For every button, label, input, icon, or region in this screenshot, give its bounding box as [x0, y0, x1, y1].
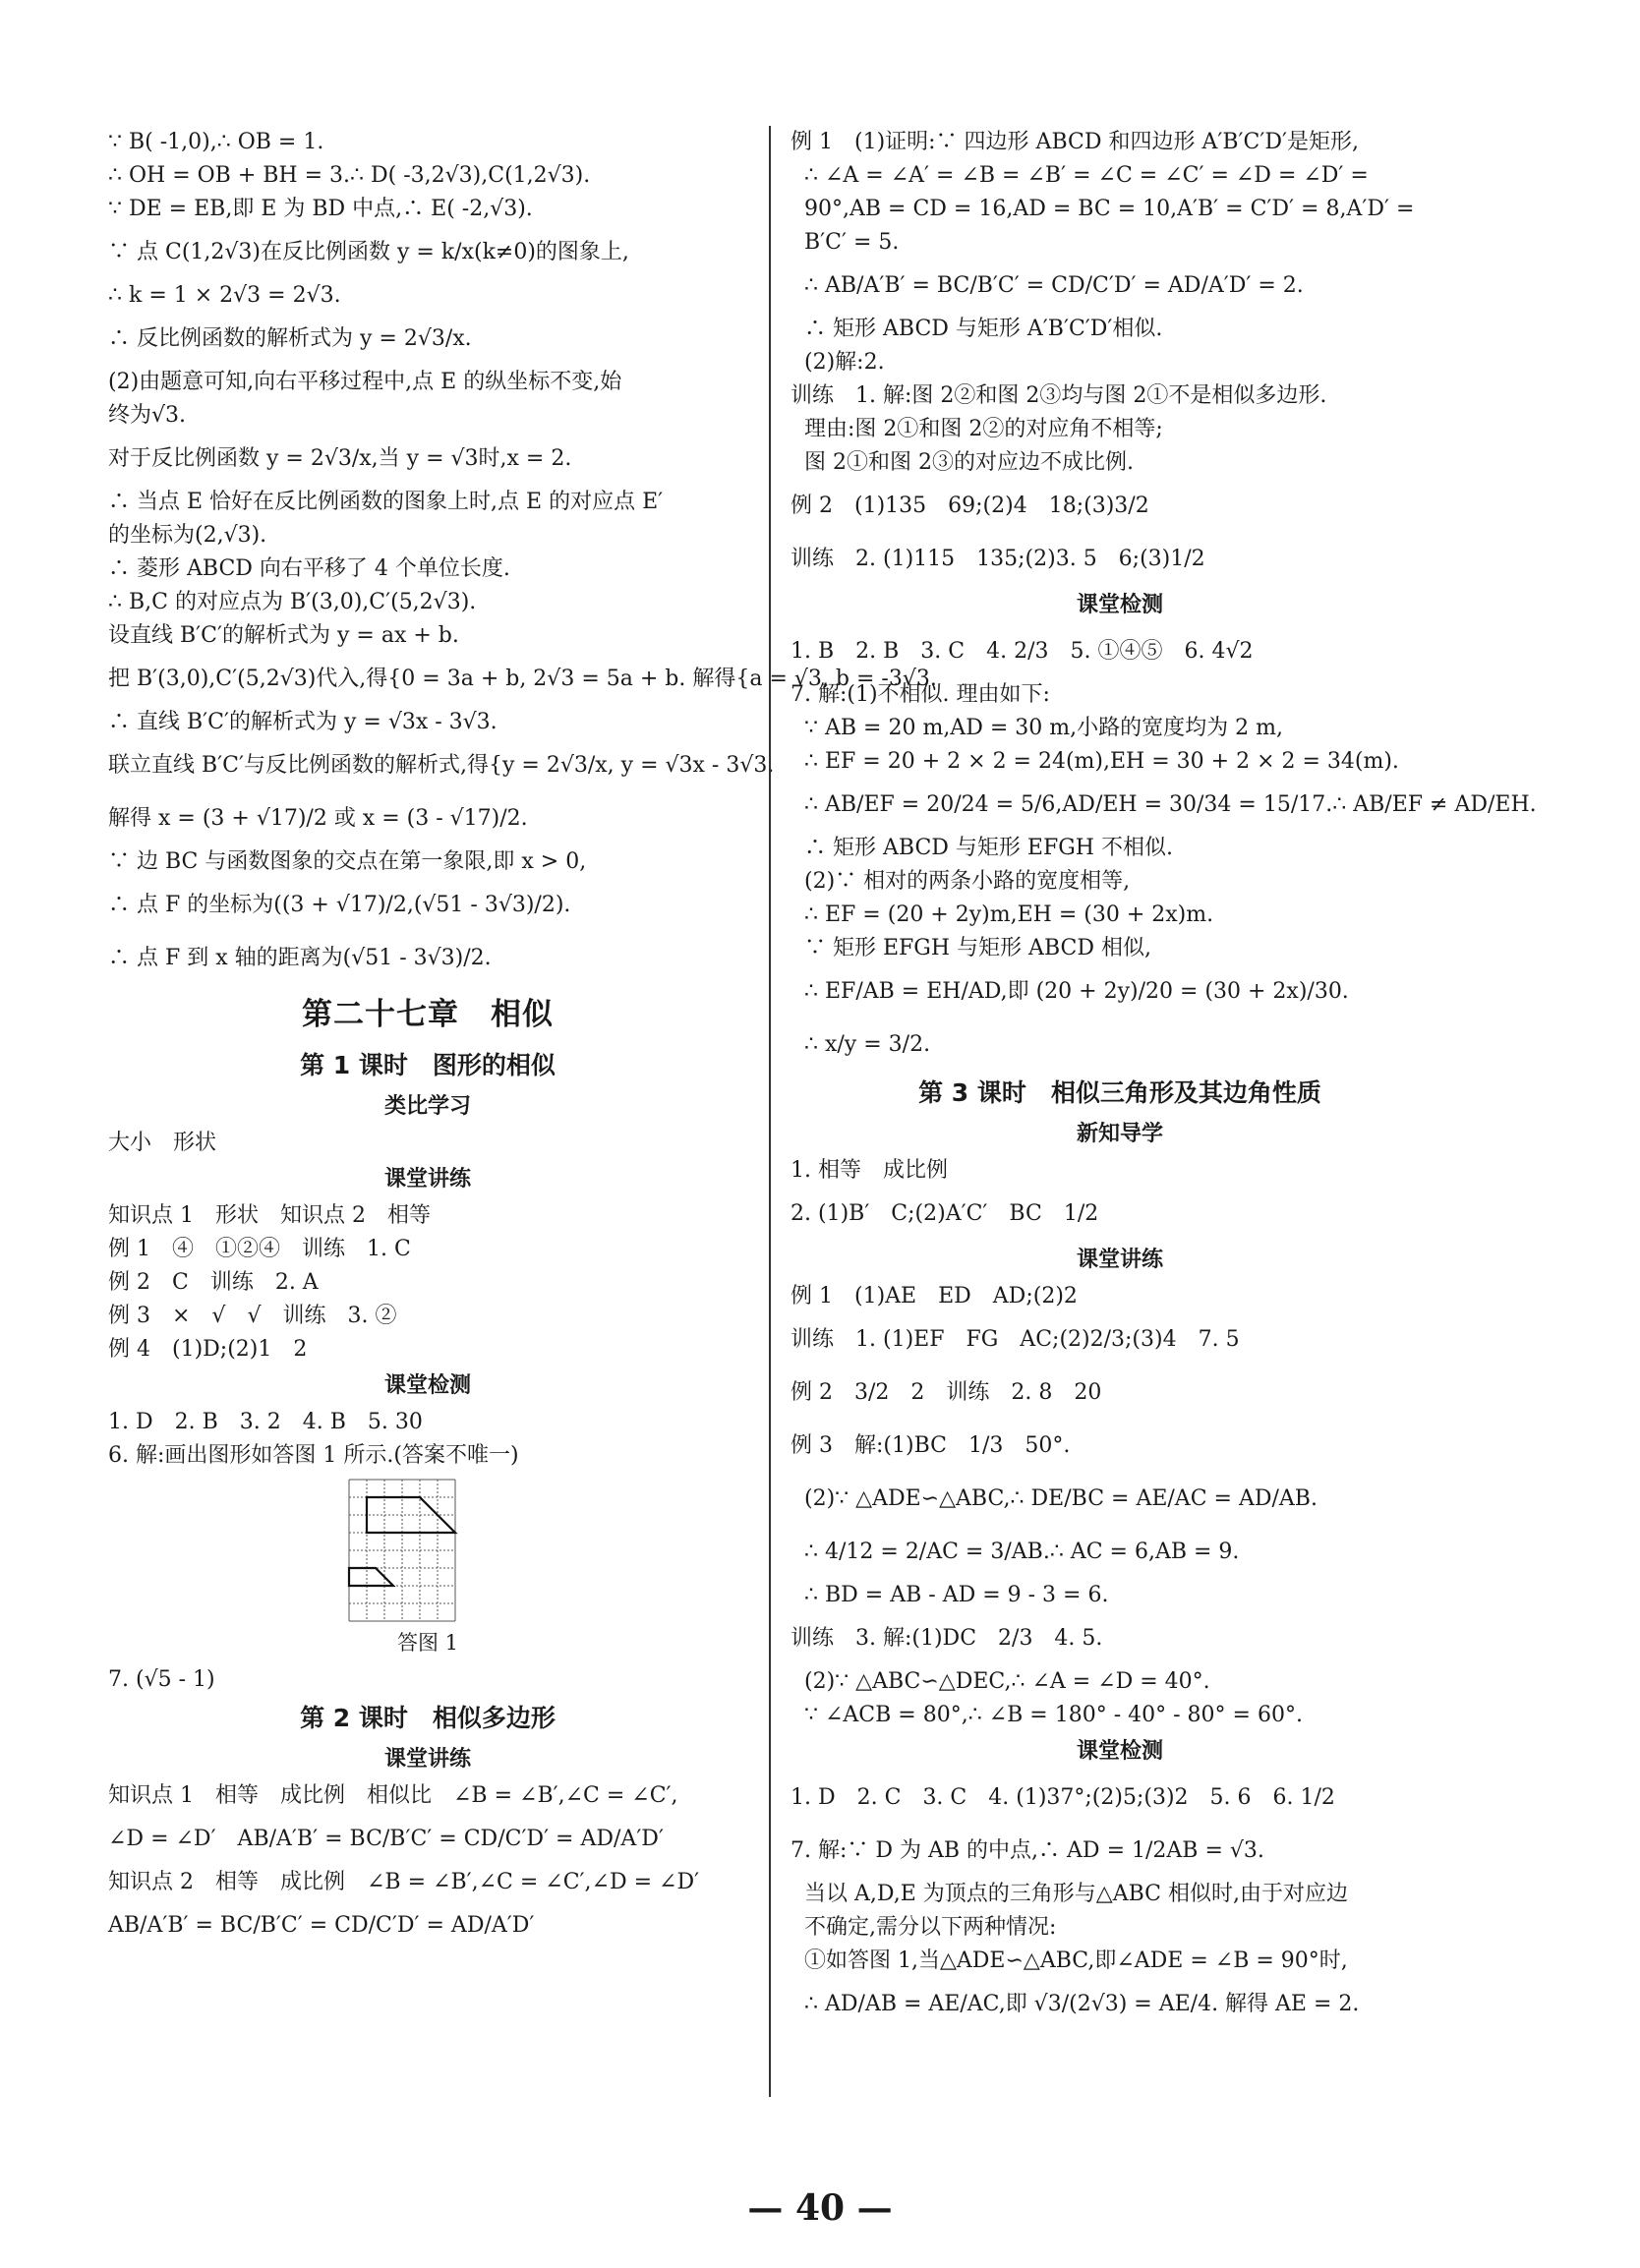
text-line: ∴ 矩形 ABCD 与矩形 A′B′C′D′相似.: [804, 317, 1163, 341]
figure-caption: 答图 1: [396, 1631, 459, 1655]
text-line: ∴ ∠A = ∠A′ = ∠B = ∠B′ = ∠C = ∠C′ = ∠D = ∠D′ =: [804, 163, 1369, 188]
text-line: 7. (√5 - 1): [108, 1667, 215, 1692]
text-line: 解得 x = (3 + √17)/2 或 x = (3 - √17)/2.: [108, 806, 528, 831]
text-line: ∴ 4/12 = 2/AC = 3/AB.∴ AC = 6,AB = 9.: [804, 1540, 1240, 1564]
text-line: 例 1 (1)证明:∵ 四边形 ABCD 和四边形 A′B′C′D′是矩形,: [791, 130, 1359, 154]
lesson-title: 第 3 课时 相似三角形及其边角性质: [918, 1078, 1321, 1107]
text-line: ∴ AB/A′B′ = BC/B′C′ = CD/C′D′ = AD/A′D′ = 2.: [804, 273, 1304, 298]
small-trapezoid: [349, 1568, 393, 1586]
text-line: 例 2 C 训练 2. A: [108, 1270, 319, 1295]
text-line: 图 2①和图 2③的对应边不成比例.: [804, 450, 1134, 475]
text-line: 6. 解:画出图形如答图 1 所示.(答案不唯一): [108, 1443, 519, 1468]
text-line: 1. D 2. C 3. C 4. (1)37°;(2)5;(3)2 5. 6 6. 1/2: [791, 1785, 1335, 1810]
text-line: ∴ B,C 的对应点为 B′(3,0),C′(5,2√3).: [108, 590, 477, 614]
text-line: (2)解:2.: [804, 350, 885, 375]
lesson-title: 第 1 课时 图形的相似: [300, 1051, 556, 1079]
text-line: 2. (1)B′ C;(2)A′C′ BC 1/2: [791, 1201, 1099, 1226]
text-line: ∴ 点 F 的坐标为((3 + √17)/2,(√51 - 3√3)/2).: [108, 893, 571, 917]
text-line: ∵ ∠ACB = 80°,∴ ∠B = 180° - 40° - 80° = 60°.: [804, 1703, 1303, 1727]
text-line: ∴ OH = OB + BH = 3.∴ D( -3,2√3),C(1,2√3).: [108, 163, 591, 188]
text-line: 例 3 × √ √ 训练 3. ②: [108, 1304, 397, 1328]
text-line: AB/A′B′ = BC/B′C′ = CD/C′D′ = AD/A′D′: [108, 1913, 535, 1938]
text-line: 90°,AB = CD = 16,AD = BC = 10,A′B′ = C′D′ = 8,A′D′ =: [804, 197, 1415, 221]
text-line: 的坐标为(2,√3).: [108, 523, 267, 548]
text-line: 理由:图 2①和图 2②的对应角不相等;: [804, 417, 1163, 441]
text-line: 训练 2. (1)115 135;(2)3. 5 6;(3)1/2: [791, 547, 1205, 571]
text-line: ∴ 点 F 到 x 轴的距离为(√51 - 3√3)/2.: [108, 946, 492, 970]
text-line: 终为√3.: [108, 403, 187, 428]
large-trapezoid: [367, 1497, 455, 1533]
text-line: ∴ 当点 E 恰好在反比例函数的图象上时,点 E 的对应点 E′: [108, 490, 664, 514]
text-line: 当以 A,D,E 为顶点的三角形与△ABC 相似时,由于对应边: [804, 1882, 1348, 1906]
text-line: 例 3 解:(1)BC 1/3 50°.: [791, 1433, 1071, 1458]
section-heading: 类比学习: [383, 1094, 471, 1119]
text-line: 例 2 (1)135 69;(2)4 18;(3)3/2: [791, 494, 1149, 518]
text-line: 大小 形状: [108, 1131, 217, 1155]
text-line: (2)∵ △ABC∽△DEC,∴ ∠A = ∠D = 40°.: [804, 1669, 1210, 1694]
text-line: B′C′ = 5.: [804, 230, 900, 255]
text-line: 把 B′(3,0),C′(5,2√3)代入,得{0 = 3a + b, 2√3 = 5a + b. 解得{a = √3, b = -3√3.: [108, 667, 937, 691]
text-line: ∴ BD = AB - AD = 9 - 3 = 6.: [804, 1583, 1109, 1607]
text-line: 训练 1. 解:图 2②和图 2③均与图 2①不是相似多边形.: [791, 383, 1327, 408]
text-line: ∵ 边 BC 与函数图象的交点在第一象限,即 x > 0,: [108, 849, 587, 874]
section-heading: 新知导学: [1076, 1122, 1163, 1146]
text-line: ∴ EF/AB = EH/AD,即 (20 + 2y)/20 = (30 + 2x)/30.: [804, 979, 1349, 1004]
text-line: ∵ B( -1,0),∴ OB = 1.: [108, 130, 324, 154]
text-line: 例 1 ④ ①②④ 训练 1. C: [108, 1237, 411, 1261]
chapter-title: 第二十七章 相似: [302, 997, 554, 1032]
text-line: ∵ AB = 20 m,AD = 30 m,小路的宽度均为 2 m,: [804, 716, 1283, 740]
text-line: ∴ EF = (20 + 2y)m,EH = (30 + 2x)m.: [804, 902, 1214, 927]
section-heading: 课堂检测: [383, 1373, 471, 1398]
answer-figure-1: [108, 1477, 747, 1657]
text-line: ∵ 点 C(1,2√3)在反比例函数 y = k/x(k≠0)的图象上,: [108, 240, 629, 264]
lesson-title: 第 2 课时 相似多边形: [300, 1704, 556, 1732]
text-line: 设直线 B′C′的解析式为 y = ax + b.: [108, 623, 459, 648]
grid-drawing: [344, 1477, 511, 1628]
text-line: 知识点 1 相等 成比例 相似比 ∠B = ∠B′,∠C = ∠C′,: [108, 1783, 678, 1808]
section-heading: 课堂讲练: [383, 1167, 471, 1192]
text-line: ∵ DE = EB,即 E 为 BD 中点,∴ E( -2,√3).: [108, 197, 533, 221]
text-line: 联立直线 B′C′与反比例函数的解析式,得{y = 2√3/x, y = √3x - 3√3.: [108, 753, 775, 778]
column-divider: [769, 126, 771, 2097]
text-line: (2)∵ △ADE∽△ABC,∴ DE/BC = AE/AC = AD/AB.: [804, 1486, 1318, 1511]
text-line: (2)∵ 相对的两条小路的宽度相等,: [804, 869, 1131, 894]
text-line: ∴ AB/EF = 20/24 = 5/6,AD/EH = 30/34 = 15/17.∴ AB/EF ≠ AD/EH.: [804, 792, 1537, 817]
text-line: 训练 3. 解:(1)DC 2/3 4. 5.: [791, 1626, 1103, 1651]
text-line: 训练 1. (1)EF FG AC;(2)2/3;(3)4 7. 5: [791, 1327, 1240, 1352]
text-line: ①如答图 1,当△ADE∽△ABC,即∠ADE = ∠B = 90°时,: [804, 1948, 1348, 1973]
section-heading: 课堂讲练: [1076, 1248, 1163, 1272]
text-line: 例 1 (1)AE ED AD;(2)2: [791, 1284, 1078, 1308]
text-line: 不确定,需分以下两种情况:: [804, 1915, 1057, 1940]
section-heading: 课堂检测: [1076, 1739, 1163, 1764]
text-line: ∵ 矩形 EFGH 与矩形 ABCD 相似,: [804, 936, 1151, 960]
text-line: 7. 解:∵ D 为 AB 的中点,∴ AD = 1/2AB = √3.: [791, 1838, 1264, 1863]
text-line: ∴ AD/AB = AE/AC,即 √3/(2√3) = AE/4. 解得 AE = 2.: [804, 1992, 1360, 2016]
text-line: 对于反比例函数 y = 2√3/x,当 y = √3时,x = 2.: [108, 446, 572, 471]
text-line: ∴ 直线 B′C′的解析式为 y = √3x - 3√3.: [108, 710, 498, 734]
text-line: 知识点 2 相等 成比例 ∠B = ∠B′,∠C = ∠C′,∠D = ∠D′: [108, 1870, 700, 1894]
section-heading: 课堂检测: [1076, 593, 1163, 617]
text-line: 1. B 2. B 3. C 4. 2/3 5. ①④⑤ 6. 4√2: [791, 639, 1254, 664]
text-line: 1. D 2. B 3. 2 4. B 5. 30: [108, 1410, 423, 1434]
text-line: (2)由题意可知,向右平移过程中,点 E 的纵坐标不变,始: [108, 370, 622, 394]
text-line: ∴ 矩形 ABCD 与矩形 EFGH 不相似.: [804, 836, 1173, 860]
text-line: ∴ 菱形 ABCD 向右平移了 4 个单位长度.: [108, 556, 510, 581]
text-line: ∴ x/y = 3/2.: [804, 1032, 931, 1057]
text-line: ∴ EF = 20 + 2 × 2 = 24(m),EH = 30 + 2 × 2 = 34(m).: [804, 749, 1399, 774]
text-line: ∴ 反比例函数的解析式为 y = 2√3/x.: [108, 326, 472, 351]
text-line: 例 4 (1)D;(2)1 2: [108, 1337, 308, 1362]
text-line: ∴ k = 1 × 2√3 = 2√3.: [108, 283, 341, 308]
text-line: ∠D = ∠D′ AB/A′B′ = BC/B′C′ = CD/C′D′ = AD/A′D′: [108, 1827, 664, 1851]
right-column: [791, 126, 1537, 2031]
page-number: — 40 —: [747, 2187, 893, 2229]
text-line: 例 2 3/2 2 训练 2. 8 20: [791, 1380, 1102, 1405]
text-line: 知识点 1 形状 知识点 2 相等: [108, 1203, 431, 1228]
text-line: 7. 解:(1)不相似. 理由如下:: [791, 682, 1050, 707]
section-heading: 课堂讲练: [383, 1747, 471, 1772]
text-line: 1. 相等 成比例: [791, 1158, 948, 1183]
